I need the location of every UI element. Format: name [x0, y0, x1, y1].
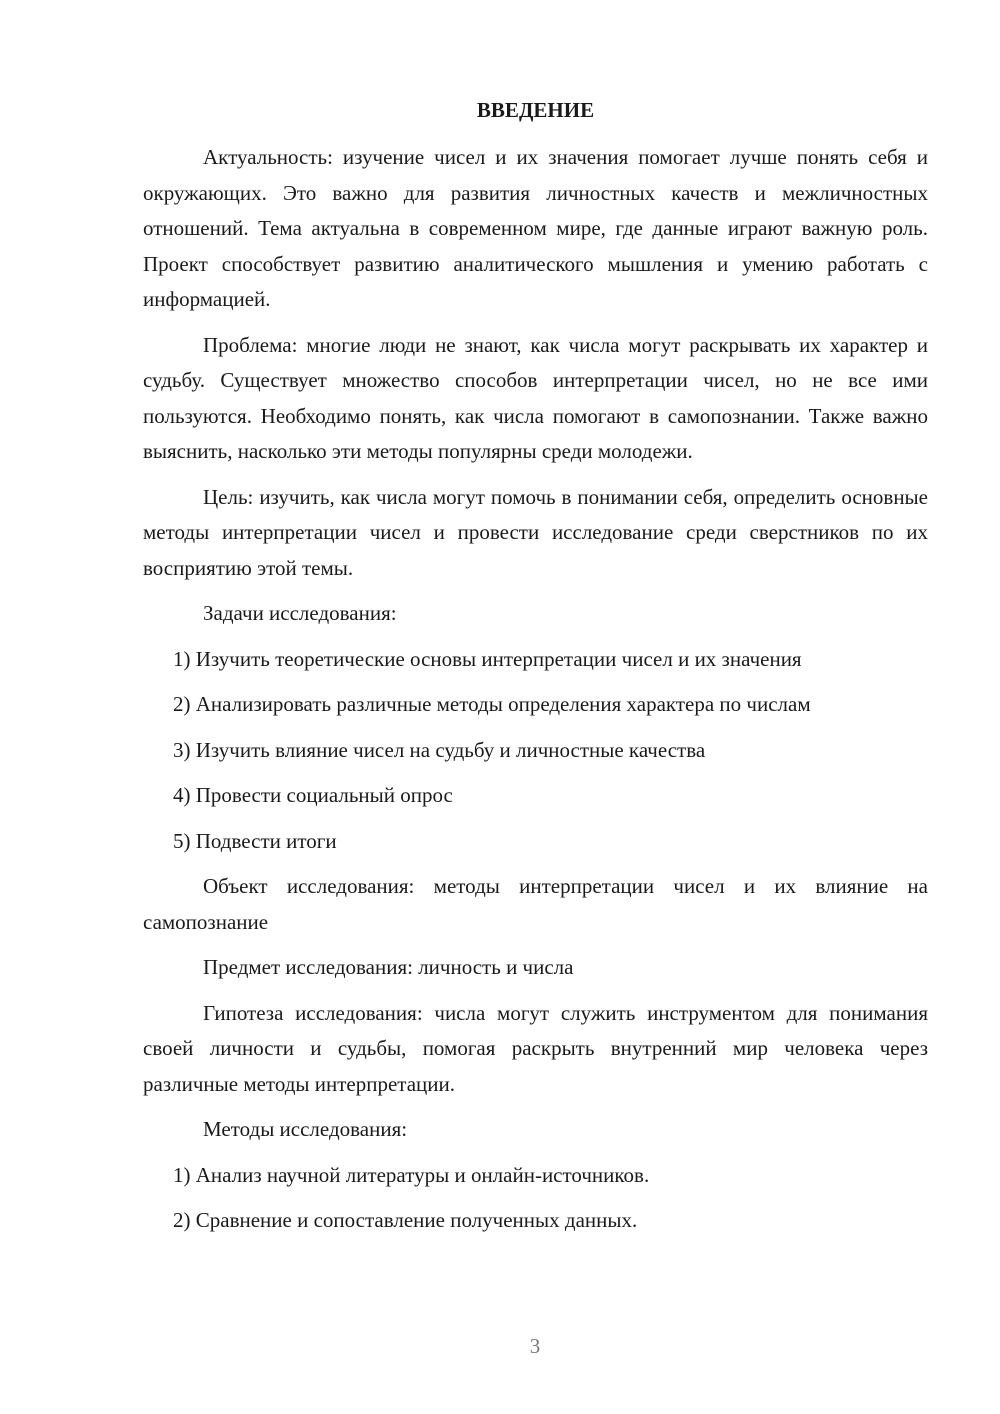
hypothesis-paragraph: Гипотеза исследования: числа могут служить инструментом для понимания своей личности и судьбы, помогая раскрыть внутренний мир человека через различные методы интерпретации. — [143, 1000, 928, 1096]
goal-paragraph: Цель: изучить, как числа могут помочь в понимании себя, определить основные методы интерпретации чисел и провести исследование среди сверстников по их восприятию этой темы. — [143, 484, 928, 580]
document-page — [143, 92, 928, 1249]
task-item: 5) Подвести итоги — [173, 828, 337, 853]
section-title: ВВЕДЕНИЕ — [476, 98, 595, 122]
relevance-paragraph: Актуальность: изучение чисел и их значения помогает лучше понять себя и окружающих. Это важно для развития личностных качеств и межличностных отношений. Тема актуальна в современном мире, где данные играют важную роль. Проект способствует развитию аналитического мышления и умению работать с информацией. — [143, 145, 928, 311]
method-item: 2) Сравнение и сопоставление полученных данных. — [173, 1208, 638, 1232]
object-paragraph: Объект исследования: методы интерпретации чисел и их влияние на самопознание — [143, 874, 928, 934]
subject-paragraph: Предмет исследования: личность и числа — [203, 955, 574, 979]
tasks-heading: Задачи исследования: — [203, 601, 397, 625]
task-item: 4) Провести социальный опрос — [173, 783, 453, 807]
method-item: 1) Анализ научной литературы и онлайн-источников. — [173, 1162, 650, 1187]
task-item: 2) Анализировать различные методы определения характера по числам — [173, 692, 811, 716]
problem-paragraph: Проблема: многие люди не знают, как числа могут раскрывать их характер и судьбу. Существует множество способов интерпретации чисел, но не все ими пользуются. Необходимо понять, как числа помогают в самопознании. Также важно выяснить, насколько эти методы популярны среди молодежи. — [143, 332, 928, 463]
task-item: 1) Изучить теоретические основы интерпретации чисел и их значения — [173, 646, 802, 671]
task-item: 3) Изучить влияние чисел на судьбу и личностные качества — [173, 737, 706, 762]
page-number: 3 — [529, 1334, 541, 1358]
methods-heading: Методы исследования: — [203, 1117, 408, 1141]
